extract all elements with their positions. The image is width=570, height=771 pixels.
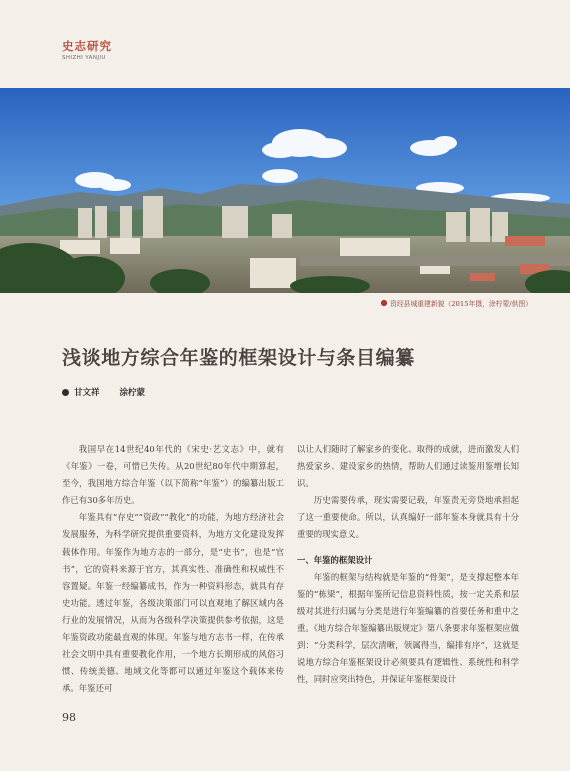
body-paragraph: 以让人们随时了解家乡的变化、取得的成就，进而激发人们热爱家乡、建设家乡的热情，帮助人们通过读鉴用鉴增长知识。 bbox=[297, 444, 519, 489]
photo-caption-text: 资经县城重建新貌（2015年摄，涂柠蒙/供图） bbox=[390, 300, 532, 308]
author-bullet-icon bbox=[62, 389, 69, 396]
body-paragraph: 年鉴的框架与结构就是年鉴的“骨架”，是支撑起整本年鉴的“栋梁”，根据年鉴所记信息资料性质，按一定关系和层级对其进行归属与分类是进行年鉴编纂的首要任务和重中之重。《地方综合年鉴编纂出版规定》第八条要求年鉴框架应做到：“分类科学，层次清晰，领属得当，编排有序”，这就是说地方综合年鉴框架设计必须要具有逻辑性、系统性和科学性，同时应突出特色，并保证年鉴框架设计 bbox=[297, 571, 519, 685]
section-header bbox=[62, 38, 112, 61]
body-column-right bbox=[297, 441, 519, 688]
author-name: 甘文祥 bbox=[74, 388, 100, 398]
author-name: 涂柠蒙 bbox=[119, 388, 146, 398]
body-paragraph: 我国早在14世纪40年代的《宋史·艺文志》中，就有《年鉴》一卷，可惜已失传。从20世纪80年代中期算起，至今，我国地方综合年鉴（以下简称“年鉴”）的编纂出版工作已有30多年历史。 bbox=[62, 444, 284, 506]
body-paragraph: 年鉴具有“存史”“资政”“教化”的功能，为地方经济社会发展服务，为科学研究提供重要资料，为地方文化建设发挥载体作用。年鉴作为地方志的一部分，是“史书”，也是“官书”，它的资料来源于官方，其真实性、准确性和权威性不容置疑。年鉴一经编纂成书，作为一种资料形态，就具有存史功能。透过年鉴，各级决策部门可以直观地了解区域内各行业的发展情况，从而为各级科学决策提供参考依据，这是年鉴资政功能最直观的体现。年鉴与地方志书一样，在传承社会文明中具有重要教化作用，一个地方长期形成的风俗习惯、传统美德、地域文化等都可以通过年鉴这个载体来传承。年鉴还可 bbox=[62, 512, 284, 694]
caption-bullet-icon bbox=[381, 300, 387, 306]
page-number: 98 bbox=[62, 711, 76, 724]
city-photo bbox=[0, 88, 570, 293]
section-subtitle: SHIZHI YANJIU bbox=[62, 55, 106, 61]
section-heading: 一、年鉴的框架设计 bbox=[297, 554, 373, 565]
article-title: 浅谈地方综合年鉴的框架设计与条目编纂 bbox=[62, 347, 415, 369]
photo-caption bbox=[381, 298, 532, 308]
authors bbox=[62, 386, 145, 398]
body-column-left bbox=[62, 441, 284, 697]
body-paragraph: 历史需要传承，现实需要记载，年鉴责无旁贷地承担起了这一重要使命。所以，认真编好一部年鉴本身就具有十分重要的现实意义。 bbox=[297, 495, 519, 540]
section-title: 史志研究 bbox=[62, 39, 112, 53]
